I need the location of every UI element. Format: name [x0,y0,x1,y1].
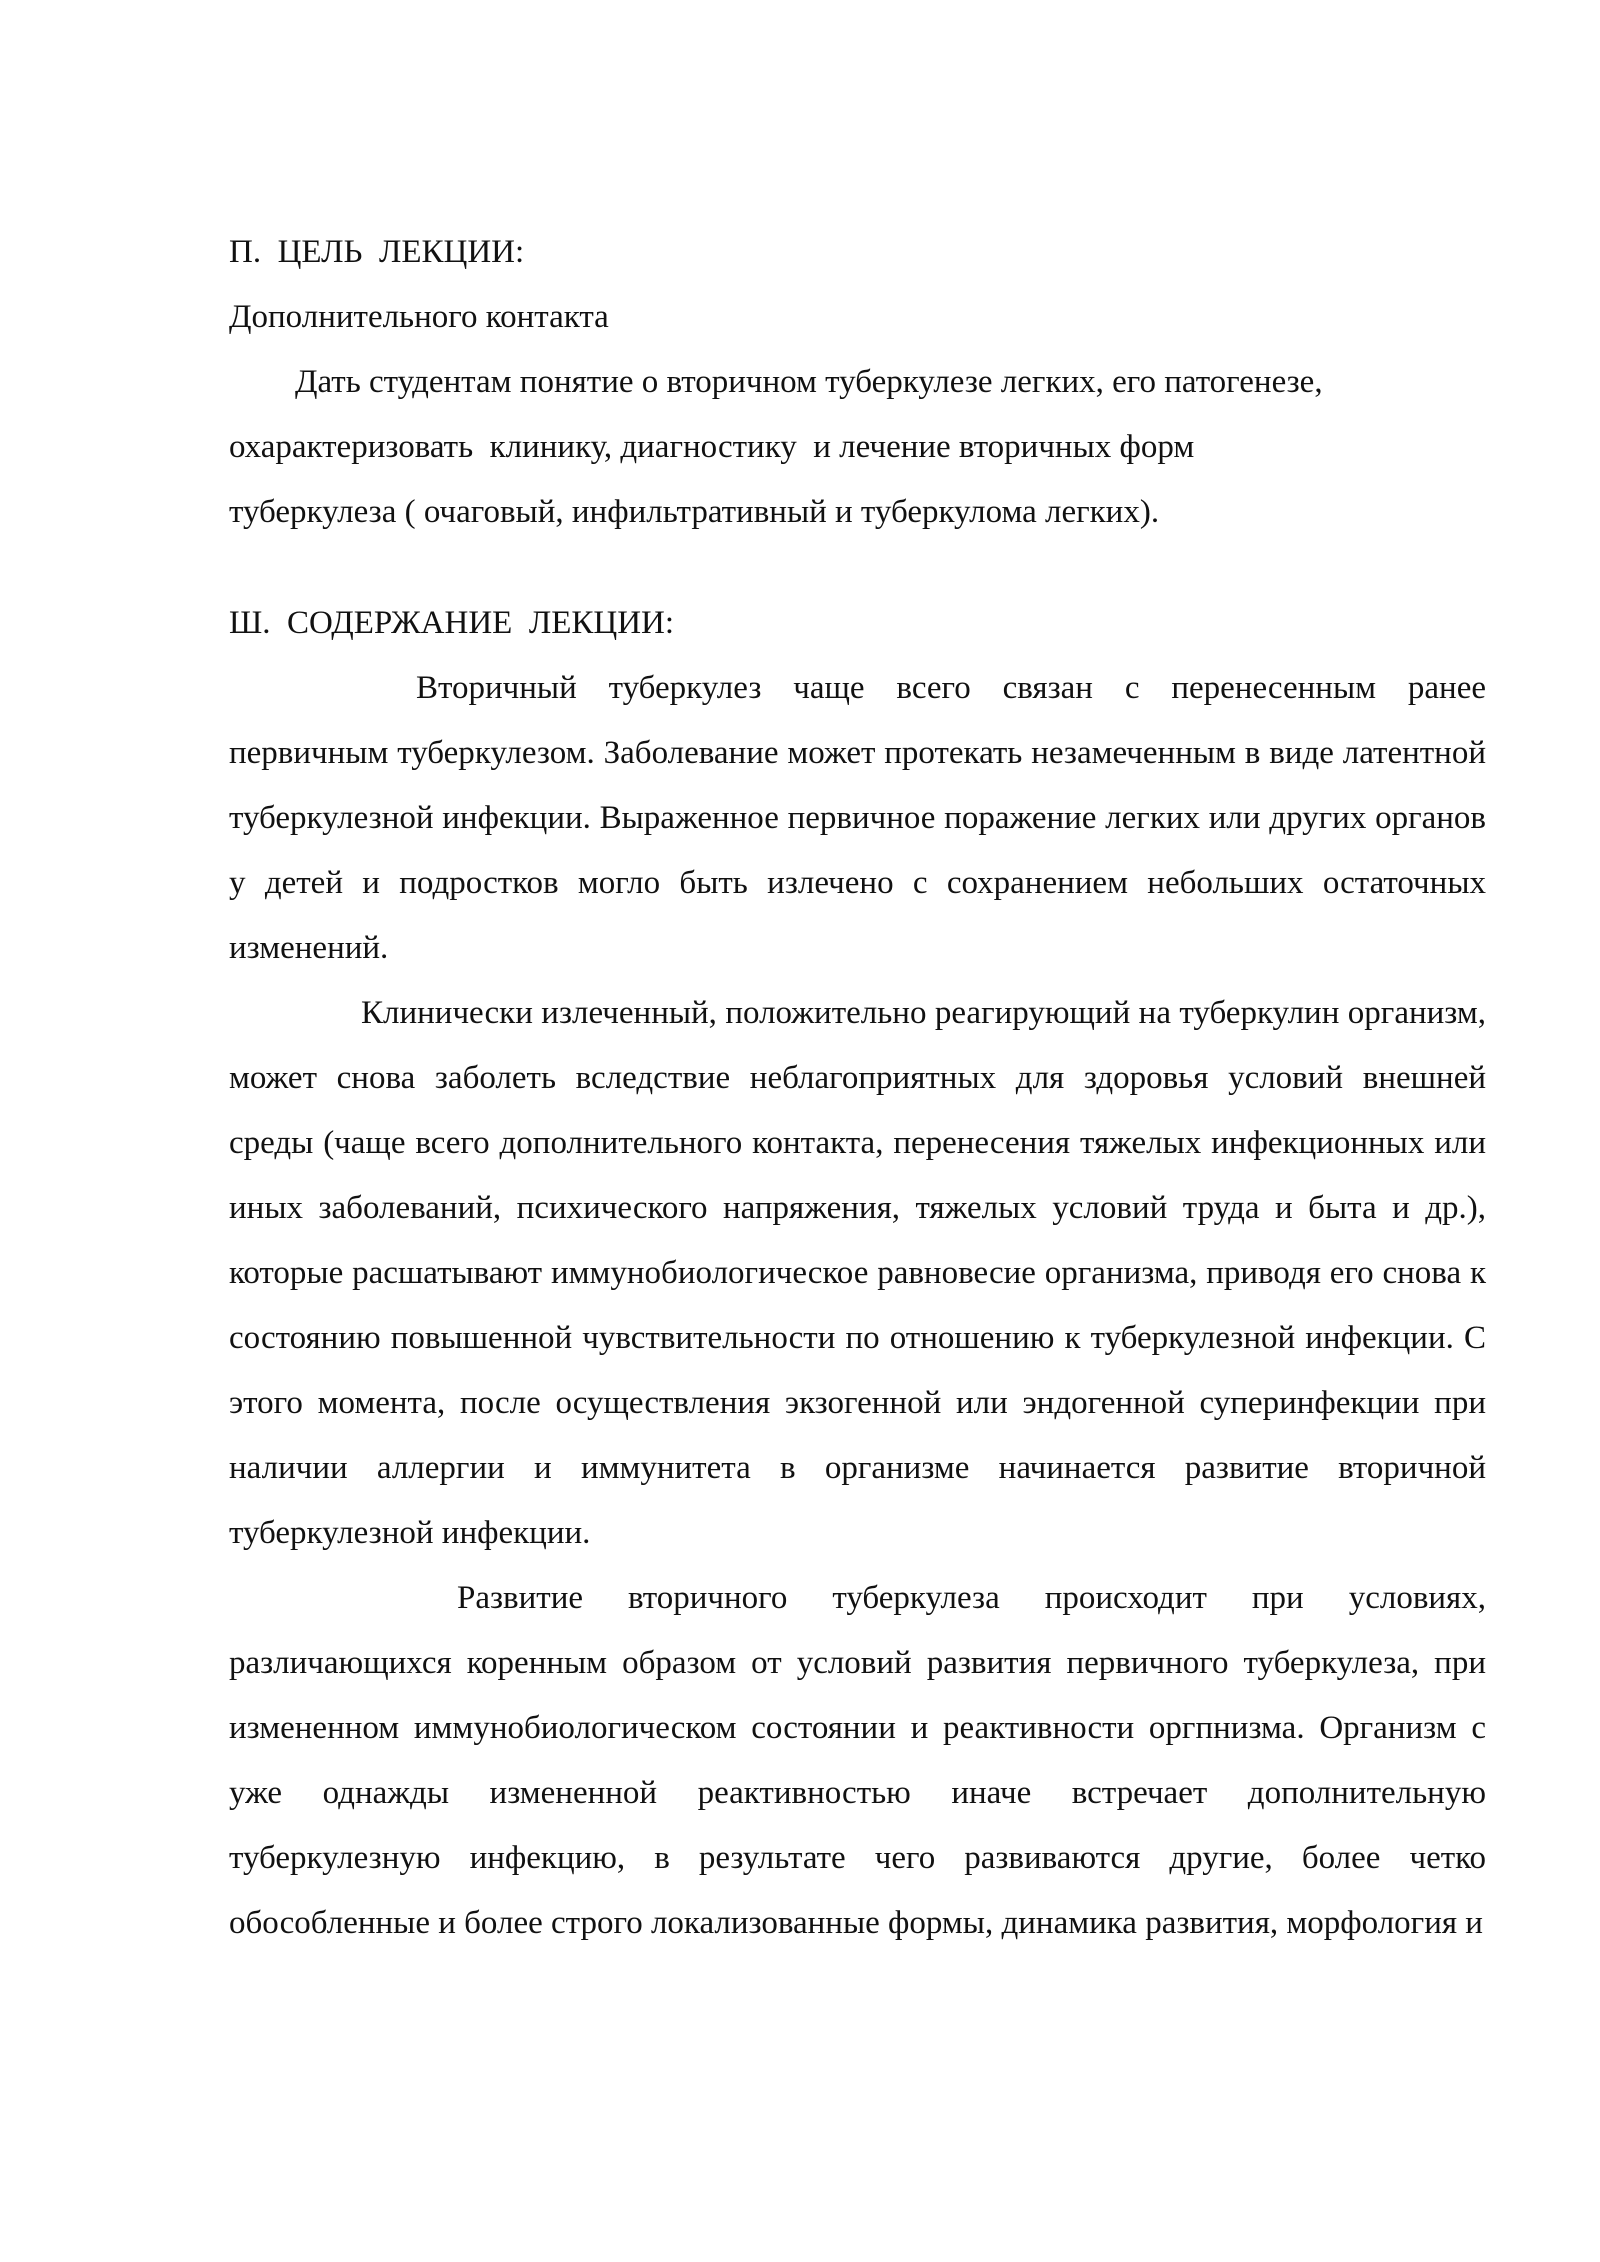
aim-paragraph [229,350,1486,545]
body-paragraph: Клинически излеченный, положительно реагирующий на туберкулин организм, может снова заболеть вследствие неблагоприятных для здоровья условий внешней среды (чаще всего дополнительного контакта, перенесения тяжелых инфекционных или иных заболеваний, психического напряжения, тяжелых условий труда и быта и др.), которые расшатывают иммунобиологическое равновесие организма, приводя его снова к состоянию повышенной чувствительности по отношению к туберкулезной инфекции. С этого момента, после осуществления экзогенной или эндогенной суперинфекции при наличии аллергии и иммунитета в организме начинается развитие вторичной туберкулезной инфекции. [229,995,1486,1551]
aim-line: туберкулеза ( очаговый, инфильтративный и туберкулома легких). [229,494,1160,530]
section-subheading: Дополнительного контакта [229,299,609,335]
section-heading-content: Ш. СОДЕРЖАНИЕ ЛЕКЦИИ: [229,605,675,641]
section-heading-aim: П. ЦЕЛЬ ЛЕКЦИИ: [229,234,525,270]
document-content [229,220,1486,1956]
aim-line: охарактеризовать клинику, диагностику и лечение вторичных форм [229,429,1195,465]
aim-line: Дать студентам понятие о вторичном туберкулезе легких, его патогенезе, [295,364,1323,400]
body-paragraph: Вторичный туберкулез чаще всего связан с перенесенным ранее первичным туберкулезом. Заболевание может протекать незамеченным в виде латентной туберкулезной инфекции. Выраженное первичное поражение легких или других органов у детей и подростков могло быть излечено с сохранением небольших остаточных изменений. [229,670,1486,966]
body-paragraph: Развитие вторичного туберкулеза происходит при условиях, различающихся коренным образом от условий развития первичного туберкулеза, при измененном иммунобиологическом состоянии и реактивности оргпнизма. Организм с уже однажды измененной реактивностью иначе встречает дополнительную туберкулезную инфекцию, в результате чего развиваются другие, более четко обособленные и более строго локализованные формы, динамика развития, морфология и [229,1580,1486,1941]
